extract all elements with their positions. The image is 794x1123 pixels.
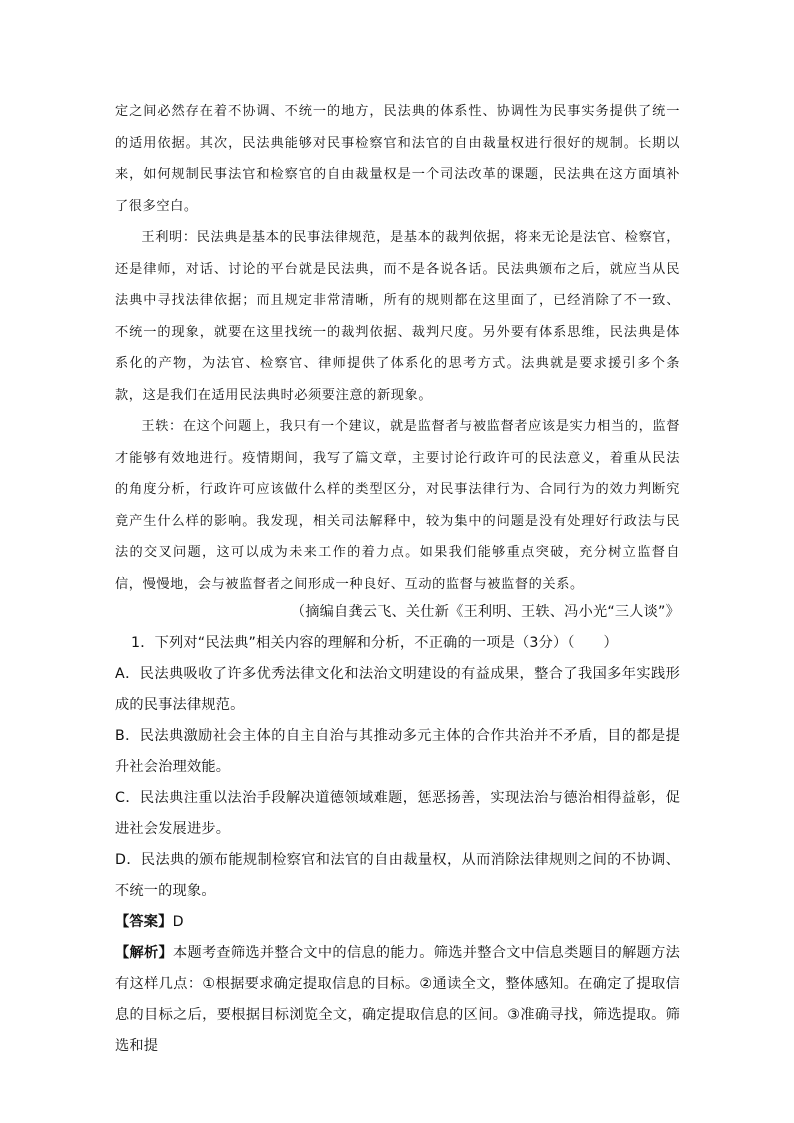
answer-line <box>115 907 680 938</box>
option-d: D．民法典的颁布能规制检察官和法官的自由裁量权，从而消除法律规则之间的不协调、不统一的现象。 <box>115 852 680 899</box>
article-source: （摘编自龚云飞、关仕新《王利明、王轶、冯小光“三人谈”》 <box>290 604 680 620</box>
analysis-text: 本题考查筛选并整合文中的信息的能力。筛选并整合文中信息类题目的解题方法有这样几点：①根据要求确定提取信息的目标。②通读全文，整体感知。在确定了提取信息的目标之后，要根据目标浏览全文，确定提取信息的区间。③准确寻找，筛选提取。筛选和提 <box>115 945 680 1054</box>
answer-value: D <box>172 914 184 930</box>
option-a: A．民法典吸收了许多优秀法律文化和法治文明建设的有益成果，整合了我国多年实践形成的民事法律规范。 <box>115 666 680 713</box>
answer-label: 【答案】 <box>115 914 173 930</box>
option-b: B．民法典激励社会主体的自主自治与其推动多元主体的合作共治并不矛盾，目的都是提升社会治理效能。 <box>115 728 680 775</box>
article-paragraph-continued: 定之间必然存在着不协调、不统一的地方，民法典的体系性、协调性为民事实务提供了统一的适用依据。其次，民法典能够对民事检察官和法官的自由裁量权进行很好的规制。长期以来，如何规制民事法官和检察官的自由裁量权是一个司法改革的课题，民法典在这方面填补了很多空白。 <box>115 104 680 214</box>
article-paragraph-wang-yi: 王轶：在这个问题上，我只有一个建议，就是监督者与被监督者应该是实力相当的，监督才能够有效地进行。疫情期间，我写了篇文章，主要讨论行政许可的民法意义，着重从民法的角度分析，行政许可应该做什么样的类型区分，对民事法律行为、合同行为的效力判断究竟产生什么样的影响。我发现，相关司法解释中，较为集中的问题是没有处理好行政法与民法的交叉问题，这可以成为未来工作的着力点。如果我们能够重点突破，充分树立监督自信，慢慢地，会与被监督者之间形成一种良好、互动的监督与被监督的关系。 <box>115 419 680 592</box>
article-paragraph-wang-liming: 王利明：民法典是基本的民事法律规范，是基本的裁判依据，将来无论是法官、检察官，还是律师，对话、讨论的平台就是民法典，而不是各说各话。民法典颁布之后，就应当从民法典中寻找法律依据；而且规定非常清晰，所有的规则都在这里面了，已经消除了不一致、不统一的现象，就要在这里找统一的裁判依据、裁判尺度。另外要有体系思维，民法典是体系化的产物，为法官、检察官、律师提供了体系化的思考方式。法典就是要求援引多个条款，这是我们在适用民法典时必须要注意的新现象。 <box>115 230 680 403</box>
question-stem: 1．下列对“民法典”相关内容的理解和分析，不正确的一项是（3分）（ ） <box>131 635 618 651</box>
option-c: C．民法典注重以法治手段解决道德领域难题，惩恶扬善，实现法治与德治相得益彰，促进社会发展进步。 <box>115 790 680 837</box>
analysis-label: 【解析】 <box>115 945 173 961</box>
analysis-paragraph <box>115 938 680 1062</box>
